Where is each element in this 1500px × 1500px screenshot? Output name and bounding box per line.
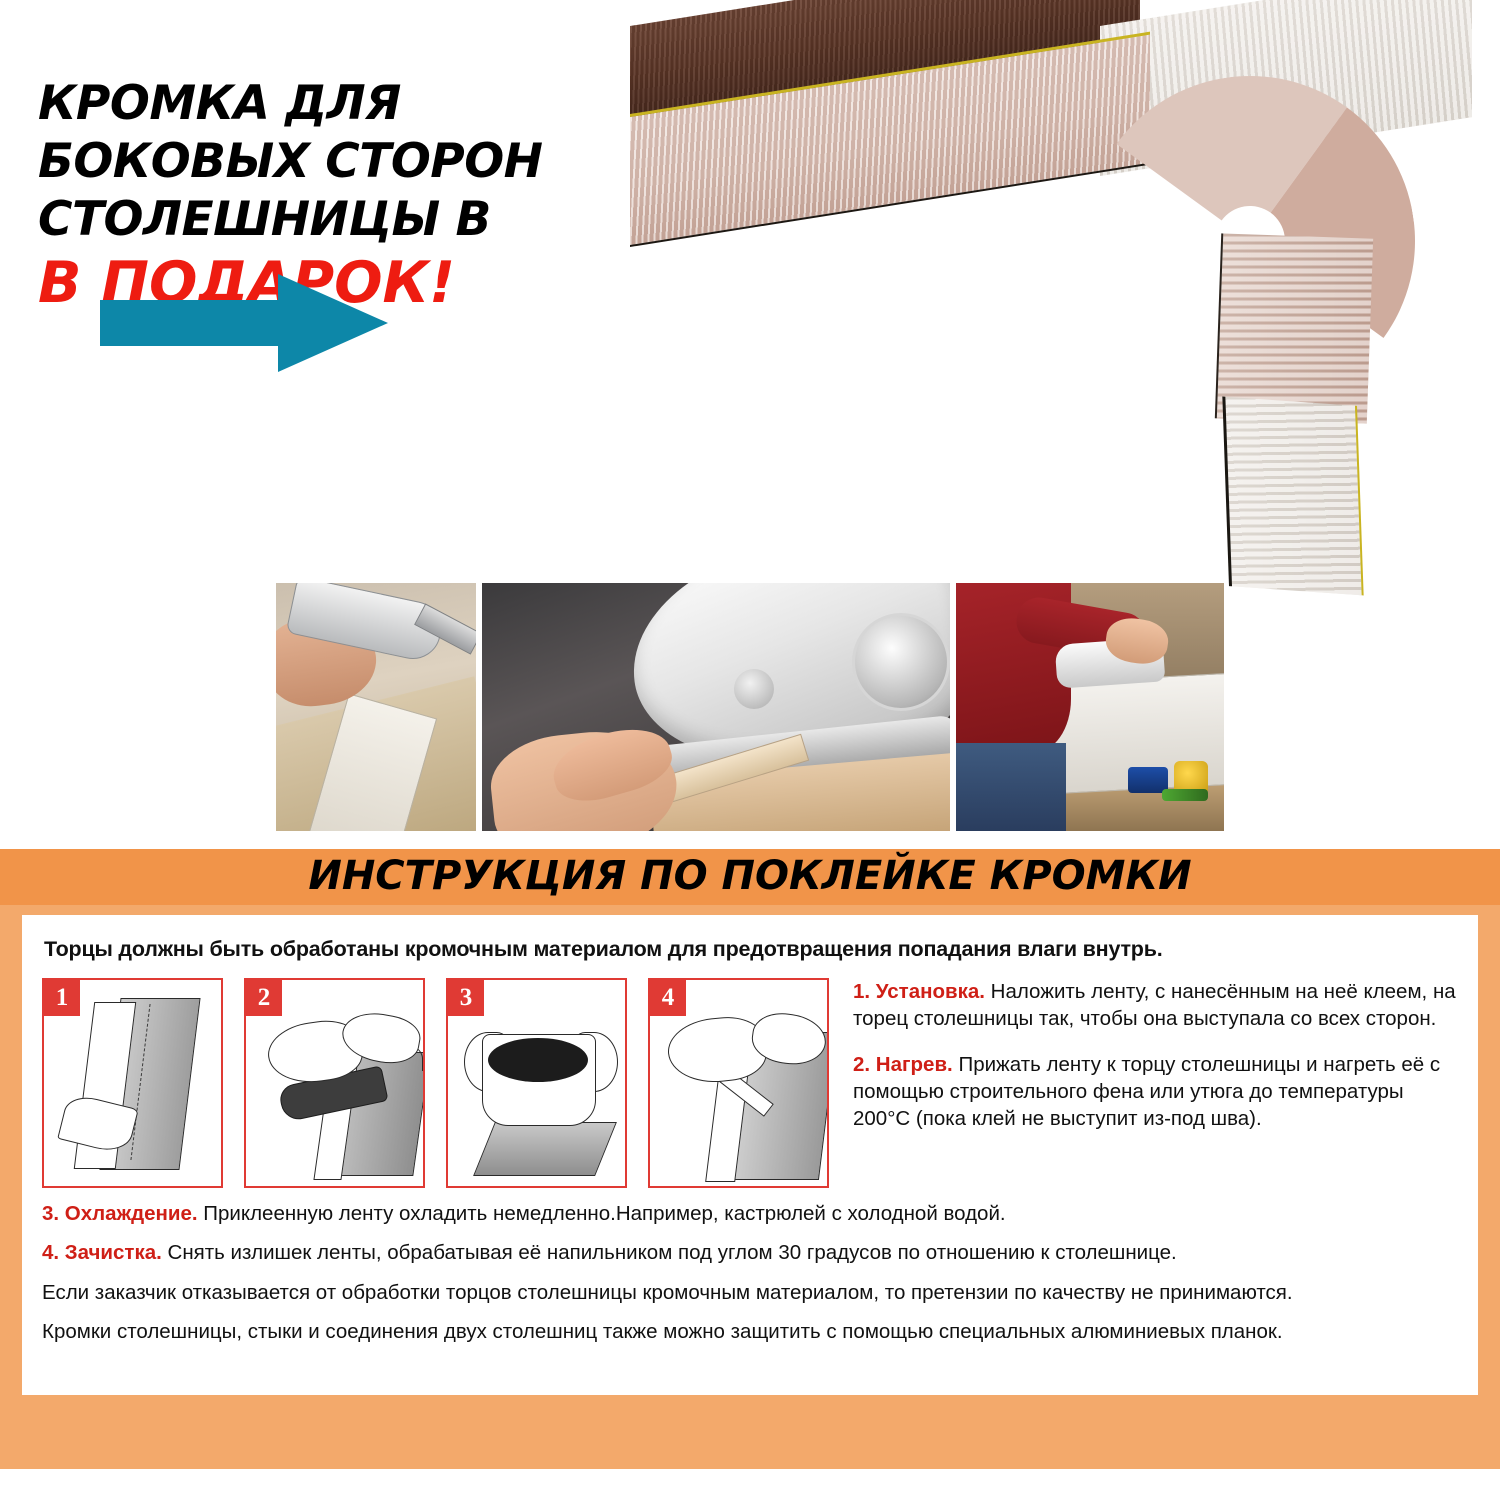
worker-ironing-panel-photo: [956, 583, 1224, 831]
edge-band-tail-inner: [1222, 397, 1363, 596]
hero-section: [0, 0, 1500, 575]
instruction-paragraphs-below: [42, 1200, 1458, 1345]
instruction-section: [0, 849, 1500, 1469]
instruction-paragraph-4-label: 4. Зачистка.: [42, 1241, 162, 1265]
iron-button-shape: [734, 669, 774, 709]
step-diagram-2: [244, 978, 425, 1188]
instruction-paragraph-5: Если заказчик отказывается от обработки торцов столешницы кромочным материалом, то претензии по качеству не принимаются.: [42, 1280, 1293, 1304]
instruction-paragraph-6: Кромки столешницы, стыки и соединения двух столешниц также можно защитить с помощью специальных алюминиевых планок.: [42, 1319, 1283, 1343]
instruction-paragraph-2: [853, 1051, 1458, 1133]
heat-gun-on-edge-photo: [276, 583, 476, 831]
tool-box-shape: [1128, 767, 1168, 793]
step-number-4: 4: [650, 980, 686, 1016]
step-number-1: 1: [44, 980, 80, 1016]
step-diagram-1: [42, 978, 223, 1188]
instruction-paragraph-1: [853, 978, 1458, 1033]
worker-jeans-shape: [956, 743, 1066, 831]
instruction-paragraph-3: [42, 1200, 1458, 1227]
panel-shape: [473, 1122, 617, 1176]
bottom-white-stripe: [0, 1469, 1500, 1500]
instruction-paragraph-1-label: 1. Установка.: [853, 980, 985, 1003]
edge-band-tail-outer: [1215, 233, 1373, 423]
level-tool-shape: [1162, 789, 1208, 801]
step-number-2: 2: [246, 980, 282, 1016]
water-surface-shape: [488, 1038, 588, 1082]
instruction-paragraph-3-text: Приклеенную ленту охладить немедленно.Например, кастрюлей с холодной водой.: [197, 1202, 1006, 1225]
step-number-3: 3: [448, 980, 484, 1016]
instruction-paragraph-4: [42, 1239, 1458, 1266]
instruction-body: [42, 978, 1458, 1188]
step-diagrams: [42, 978, 829, 1188]
headline-line-1: КРОМКА ДЛЯ: [38, 76, 401, 131]
step-diagram-3: [446, 978, 627, 1188]
instruction-paragraph-2-label: 2. Нагрев.: [853, 1052, 953, 1076]
iron-and-tape-photo: [482, 583, 950, 831]
headline-line-2: БОКОВЫХ СТОРОН: [38, 133, 543, 189]
step-diagram-4: [648, 978, 829, 1188]
photo-strip: [276, 583, 1226, 831]
instruction-paragraph-4-text: Снять излишек ленты, обрабатывая её напильником под углом 30 градусов по отношению к столешнице.: [161, 1241, 1177, 1265]
arrow-right-icon: [100, 268, 390, 378]
instruction-paragraph-2-text: Прижать ленту к торцу столешницы и нагреть её с помощью строительного фена или утюга до температуры 200°C (пока клей не выступит из-под шва).: [853, 1052, 1441, 1130]
instruction-card: [22, 915, 1478, 1395]
instruction-paragraphs-right: [847, 978, 1458, 1150]
headline-line-3: СТОЛЕШНИЦЫ В: [38, 191, 491, 247]
gift-headline: В ПОДАРОК!: [38, 250, 456, 317]
instruction-paragraph-3-label: 3. Охлаждение.: [42, 1202, 198, 1225]
instruction-lead-text: Торцы должны быть обработаны кромочным материалом для предотвращения попадания влаги внутрь.: [44, 937, 1163, 961]
iron-dial-shape: [852, 613, 950, 711]
edge-band: [630, 86, 1470, 586]
countertop-edge-photo: [630, 26, 1470, 571]
instruction-paragraph-1-text: Наложить ленту, с нанесённым на неё клеем, на торец столешницы так, чтобы она выступала со всех сторон.: [853, 980, 1456, 1031]
instruction-title: ИНСТРУКЦИЯ ПО ПОКЛЕЙКЕ КРОМКИ: [308, 853, 1192, 899]
